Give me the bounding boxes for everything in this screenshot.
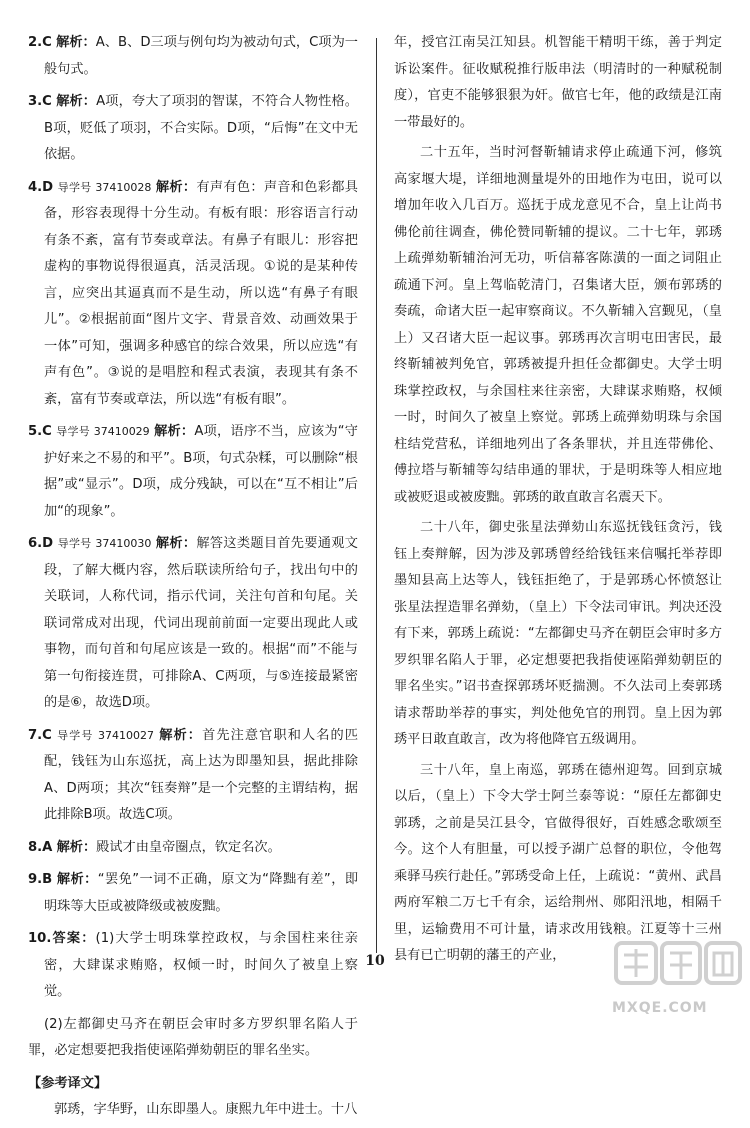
analysis-label: 解析： — [159, 727, 203, 743]
analysis-text: A项，夸大了项羽的智谋，不符合人物性格。B项，贬低了项羽，不合实际。D项，“后悔”在文中无依据。 — [44, 94, 358, 162]
answer-item — [28, 867, 358, 920]
analysis-text: A、B、D三项与例句均为被动句式，C项为一般句式。 — [44, 35, 358, 77]
answer-item — [28, 419, 358, 525]
item-number: 10. — [28, 931, 52, 946]
answer-item — [28, 835, 358, 862]
analysis-label: 解析： — [56, 839, 97, 855]
analysis-text: “罢免”一词不正确，原文为“降黜有差”，即明珠等大臣或被降级或被废黜。 — [44, 872, 359, 914]
watermark-text: MXQE.COM — [612, 1000, 708, 1016]
item-number: 8.A — [28, 839, 53, 855]
answer-text-1: (1)大学士明珠掌控政权，与余国柱来往亲密，大肆谋求贿赂，权倾一时，时间久了被皇上察觉。 — [44, 931, 358, 999]
analysis-text: 有声有色：声音和色彩都具备，形容表现得十分生动。有板有眼：形容语言行动有条不紊，富有节奏或章法。有鼻子有眼儿：形容把虚构的事物说得很逼真，活灵活现。①说的是某种传言，应突出其逼真而不是生动，所以选“有鼻子有眼儿”。②根据前面“图片文字、背景音效、动画效果于一体”可知，强调多种感官的综合效果，所以应选“有声有色”。③说的是唱腔和程式表演，表现其有条不紊，富有节奏或章法，所以选“有板有眼”。 — [44, 179, 358, 407]
reference-title: 【参考译文】 — [28, 1075, 108, 1091]
answer-text-2: (2)左都御史马齐在朝臣会审时多方罗织罪名陷人于罪，必定想要把我指使诬陷弹劾朝臣的罪名坐实。 — [28, 1016, 358, 1058]
answer-item — [28, 89, 358, 169]
analysis-text: 解答这类题目首先要通观文段，了解大概内容，然后联读所给句子，找出句中的关联词，人称代词，指示代词，关注句首和句尾。关联词常成对出现，代词出现前前面一定要出现此人或事物，而句首和句尾应该是一致的。根据“而”不能与第一句衔接连贯，可排除A、C两项，与⑤连接最紧密的是⑥，故选D项。 — [44, 536, 358, 710]
translation-paragraph: 二十五年，当时河督靳辅请求停止疏通下河，修筑高家堰大堤，详细地测量堤外的田地作为屯田，说可以增加年收入几百万。巡抚于成龙意见不合，皇上让尚书佛伦前往调查，佛伦赞同靳辅的提议。二十七年，郭琇上疏弹劾靳辅治河无功，听信幕客陈潢的一面之词阻止疏通下河。皇上驾临乾清门，召集诸大臣，颁布郭琇的奏疏，命诸大臣一起审察商议。不久靳辅入宫觐见，（皇上）又召诸大臣一起议事。郭琇再次言明屯田害民，最终靳辅被判免官，郭琇被提升担任佥都御史。大学士明珠掌控政权，与余国柱来往亲密，大肆谋求贿赂，权倾一时，时间久了被皇上察觉。郭琇上疏弹劾明珠与余国柱结党营私，详细地列出了各条罪状，并且连带佛伦、傅拉塔与靳辅等勾结串通的罪状，于是明珠等人相应地或被贬退或被废黜。郭琇的敢直敢言名震天下。 — [394, 145, 722, 505]
analysis-text: A项，语序不当，应该为“守护好来之不易的和平”。B项，句式杂糅，可以删除“根据”或“显示”。D项，成分残缺，可以在“互不相让”后加“的现象”。 — [44, 424, 358, 519]
page-number: 10 — [365, 953, 385, 969]
guide-code: 导学号 37410030 — [57, 537, 152, 550]
item-number: 4.D — [28, 179, 54, 195]
translation-paragraph: 二十八年，御史张星法弹劾山东巡抚钱钰贪污，钱钰上奏辩解，因为涉及郭琇曾经给钱钰来信嘱托举荐即墨知县高上达等人，钱钰拒绝了，于是郭琇心怀愤怒让张星法捏造罪名弹劾，（皇上）下令法司审讯。判决还没有下来，郭琇上疏说：“左都御史马齐在朝臣会审时多方罗织罪名陷人于罪，必定想要把我指使诬陷弹劾朝臣的罪名坐实。”诏书查探郭琇坏贬揣测。不久法司上奏郭琇请求帮助举荐的事实，判处他免官的刑罚。皇上因为郭琇平日敢直敢言，改为将他降官五级调用。 — [394, 520, 722, 747]
analysis-label: 解析： — [154, 424, 195, 439]
answer-item — [28, 175, 358, 414]
guide-code: 导学号 37410028 — [57, 180, 152, 194]
analysis-label: 解析： — [56, 35, 96, 50]
item-number: 2.C — [28, 35, 52, 50]
analysis-text: 首先注意官职和人名的匹配，钱钰为山东巡抚，高上达为即墨知县，据此排除A、D两项；其次“钰奏辩”是一个完整的主谓结构，据此排除B项。故选C项。 — [44, 727, 358, 822]
analysis-label: 解析： — [155, 536, 197, 551]
guide-code: 导学号 37410027 — [57, 728, 154, 742]
translation-paragraph: 三十八年，皇上南巡，郭琇在德州迎驾。回到京城以后，（皇上）下令大学士阿兰泰等说：“原任左都御史郭琇，之前是吴江县令，官做得很好，百姓感念歌颂至今。这个人有胆量，可以授予湖广总督的职位，令他驾乘驿马疾行赴任。”郭琇受命上任，上疏说：“黄州、武昌两府军粮二万七千有余，运给荆州、郧阳汛地，相隔千里，运输费用不可计量，请求改用钱粮。江夏等十三州县有已亡明朝的藩王的产业， — [394, 762, 722, 963]
answer-item — [28, 531, 358, 717]
answer-item — [28, 30, 358, 83]
column-divider — [376, 38, 377, 953]
item-number: 7.C — [28, 727, 52, 743]
answer-list — [28, 30, 358, 920]
translation-paragraph: 年，授官江南吴江知县。机智能干精明干练，善于判定诉讼案件。征收赋税推行版串法（明清时的一种赋税制度），官吏不能够狠狠为奸。做官七年，他的政绩是江南一带最好的。 — [394, 35, 722, 130]
analysis-label: 解析： — [56, 94, 97, 109]
right-column — [394, 30, 722, 974]
reference-paragraph: 郭琇，字华野，山东即墨人。康熙九年中进士。十八 — [54, 1102, 358, 1117]
answer-label: 答案： — [51, 931, 96, 946]
translation-text — [394, 30, 722, 970]
answer-item-10-part-2 — [28, 1012, 358, 1065]
guide-code: 导学号 37410029 — [56, 425, 150, 438]
item-number: 9.B — [28, 872, 53, 887]
answer-item — [28, 723, 358, 829]
analysis-text: 殿试才由皇帝圈点，钦定名次。 — [96, 839, 281, 855]
analysis-label: 解析： — [155, 179, 197, 195]
item-number: 5.C — [28, 424, 52, 439]
item-number: 3.C — [28, 94, 52, 109]
item-number: 6.D — [28, 536, 54, 551]
analysis-label: 解析： — [56, 872, 98, 887]
